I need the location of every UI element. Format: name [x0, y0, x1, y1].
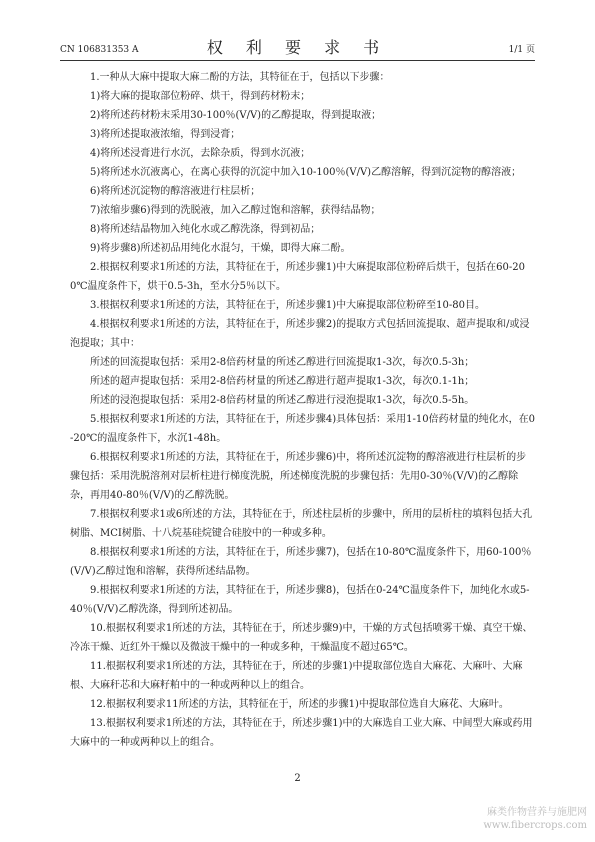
claim-1-step-4: 4)将所述浸膏进行水沉，去除杂质，得到水沉液； [90, 148, 311, 159]
claims-body [70, 68, 535, 752]
watermark-line-1: 麻类作物营养与施肥网 [487, 807, 587, 818]
claim-1-step-5: 5)将所述水沉液离心，在离心获得的沉淀中加入10-100％(V/V)乙醇溶解，得到沉淀物的醇溶液； [90, 167, 522, 178]
claim-4-soak: 所述的浸泡提取包括：采用2-8倍药材量的所述乙醇进行浸泡提取1-3次，每次0.5-5h。 [90, 395, 475, 406]
claim-1-step-9: 9)将步骤8)所述初品用纯化水混匀，干燥，即得大麻二酚。 [90, 243, 351, 254]
claim-4-ultrasonic: 所述的超声提取包括：采用2-8倍药材量的所述乙醇进行超声提取1-3次，每次0.1-1h； [90, 376, 475, 387]
claim-3: 3.根据权利要求1所述的方法，其特征在于，所述步骤1)中大麻提取部位粉碎至10-80目。 [90, 300, 485, 311]
document-title: 权 利 要 求 书 [206, 38, 389, 57]
claim-6: 6.根据权利要求1所述的方法，其特征在于，所述步骤6)中，将所述沉淀物的醇溶液进行柱层析的步骤包括：采用洗脱溶剂对层析柱进行梯度洗脱，所述梯度洗脱的步骤包括：先用0-30％(V/V)的乙醇除杂，再用40-80％(V/V)的乙醇洗脱。 [70, 452, 527, 501]
claim-5: 5.根据权利要求1所述的方法，其特征在于，所述步骤4)具体包括：采用1-10倍药材量的纯化水，在0-20℃的温度条件下，水沉1-48h。 [70, 414, 535, 444]
claim-9: 9.根据权利要求1所述的方法，其特征在于，所述步骤8)，包括在0-24℃温度条件下，加纯化水或5-40％(V/V)乙醇洗涤，得到所述初品。 [70, 585, 530, 615]
watermark [483, 806, 587, 832]
claim-10: 10.根据权利要求1所述的方法，其特征在于，所述步骤9)中，干燥的方式包括喷雾干燥、真空干燥、冷冻干燥、近红外干燥以及微波干燥中的一种或多种，干燥温度不超过65℃。 [70, 623, 533, 653]
claim-12: 12.根据权利要求11所述的方法，其特征在于，所述的步骤1)中提取部位选自大麻花、大麻叶。 [90, 699, 509, 710]
claim-1-step-8: 8)将所述结晶物加入纯化水或乙醇洗涤，得到初品； [90, 224, 321, 235]
claim-4-reflux: 所述的回流提取包括：采用2-8倍药材量的所述乙醇进行回流提取1-3次，每次0.5-3h； [90, 357, 475, 368]
publication-number: CN 106831353 A [60, 45, 139, 55]
claim-1-step-6: 6)将所述沉淀物的醇溶液进行柱层析； [90, 186, 261, 197]
page-indicator: 1/1 页 [508, 45, 535, 55]
claim-2: 2.根据权利要求1所述的方法，其特征在于，所述步骤1)中大麻提取部位粉碎后烘干，包括在60-200℃温度条件下，烘干0.5-3h，至水分5％以下。 [70, 262, 525, 292]
header-rule [60, 60, 535, 61]
claim-11: 11.根据权利要求1所述的方法，其特征在于，所述的步骤1)中提取部位选自大麻花、大麻叶、大麻根、大麻秆芯和大麻籽粕中的一种或两种以上的组合。 [70, 661, 523, 691]
claim-1-step-2: 2)将所述药材粉末采用30-100％(V/V)的乙醇提取，得到提取液； [90, 110, 382, 121]
claim-8: 8.根据权利要求1所述的方法，其特征在于，所述步骤7)，包括在10-80℃温度条件下，用60-100％(V/V)乙醇过饱和溶解，获得所述结晶物。 [70, 547, 532, 577]
claim-1-step-1: 1)将大麻的提取部位粉碎、烘干，得到药材粉末； [90, 91, 311, 102]
claim-13: 13.根据权利要求1所述的方法，其特征在于，所述步骤1)中的大麻选自工业大麻、中间型大麻或药用大麻中的一种或两种以上的组合。 [70, 718, 533, 748]
claim-1-step-3: 3)将所述提取液浓缩，得到浸膏； [90, 129, 241, 140]
claim-7: 7.根据权利要求1或6所述的方法，其特征在于，所述柱层析的步骤中，所用的层析柱的填料包括大孔树脂、MCI树脂、十八烷基硅烷键合硅胶中的一种或多种。 [70, 509, 533, 539]
page-header [60, 36, 535, 58]
page-number: 2 [294, 773, 301, 784]
claim-1-step-7: 7)浓缩步骤6)得到的洗脱液，加入乙醇过饱和溶解，获得结晶物； [90, 205, 381, 216]
claim-1: 1.一种从大麻中提取大麻二酚的方法，其特征在于，包括以下步骤： [90, 72, 390, 83]
watermark-line-2: www.fibercrops.com [483, 820, 587, 831]
claim-4: 4.根据权利要求1所述的方法，其特征在于，所述步骤2)的提取方式包括回流提取、超声提取和/或浸泡提取；其中： [70, 319, 530, 349]
